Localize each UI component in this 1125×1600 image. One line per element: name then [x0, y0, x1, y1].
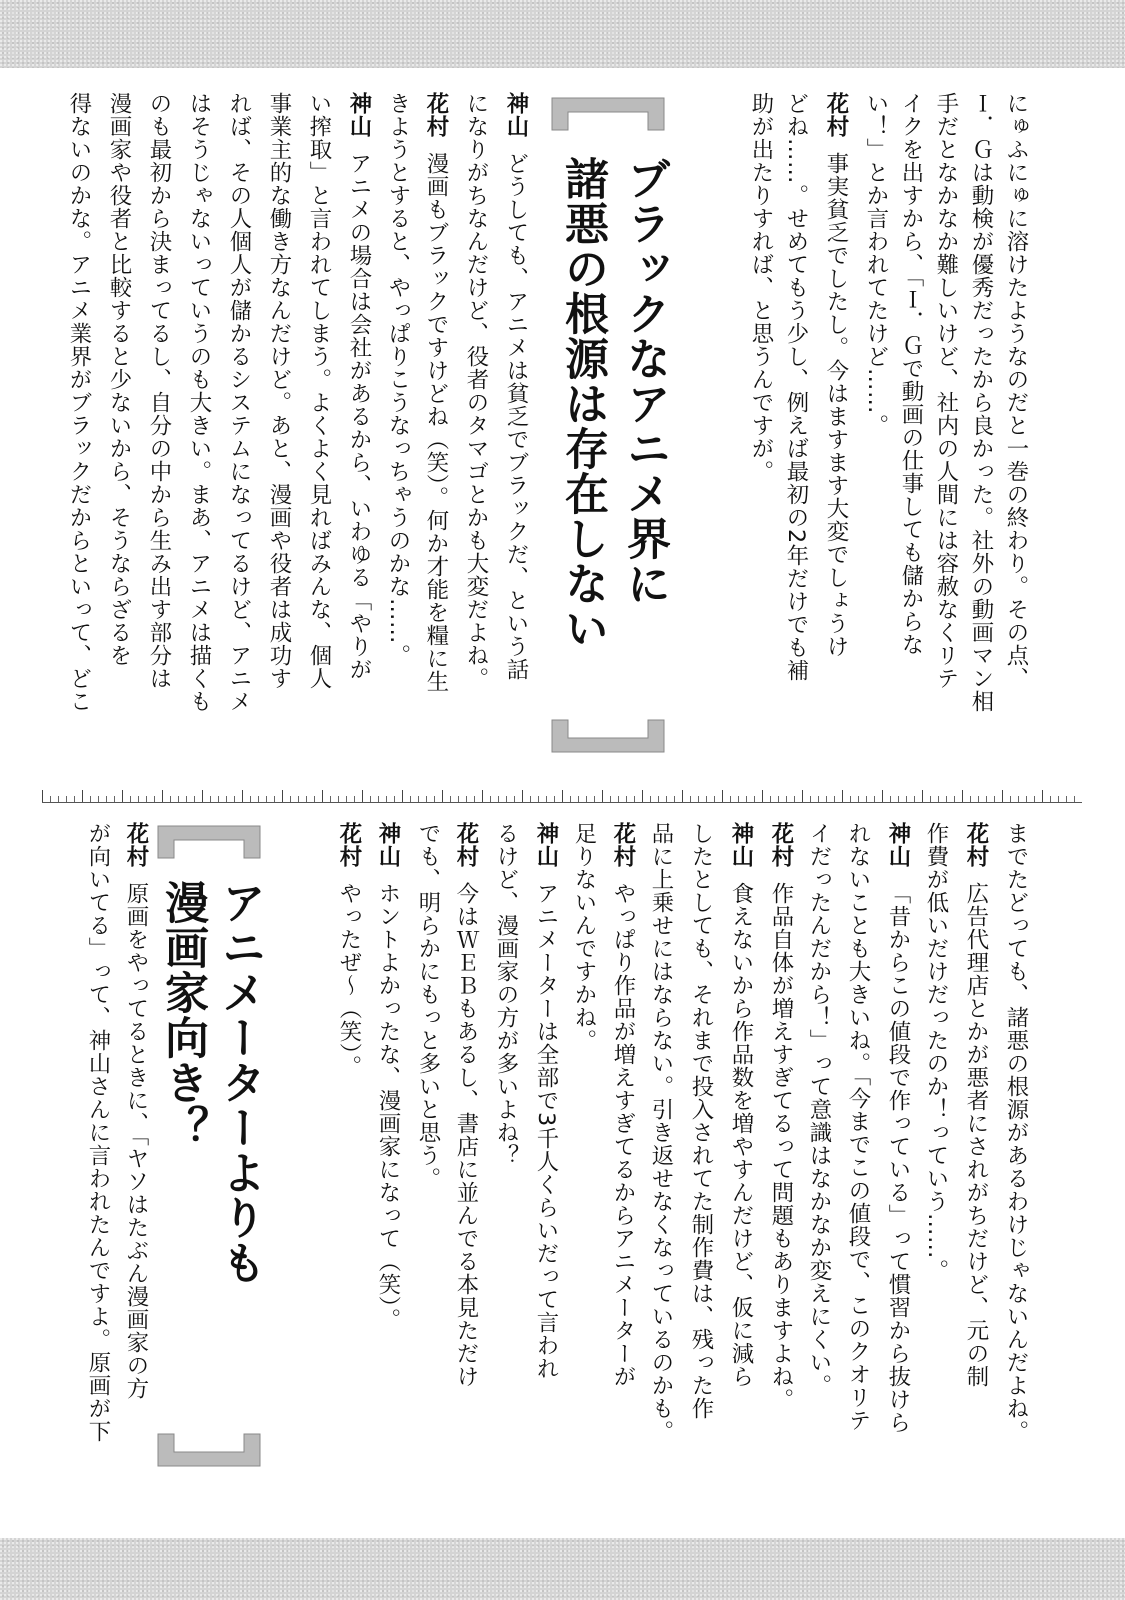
text-column — [882, 822, 913, 1434]
text-column — [568, 822, 599, 1052]
upper-heading-line-2: 諸悪の根源は存在しない — [557, 156, 608, 651]
text-column — [372, 822, 403, 1331]
column-text: 漫画もブラックですけどね（笑）。何か才能を糧に生 — [423, 152, 449, 693]
column-text: 今はＷＥＢもあるし、書店に並んでる本見ただけ — [453, 882, 479, 1388]
text-column — [765, 822, 796, 1411]
speaker-name: 神山 — [885, 822, 911, 868]
lower-heading-bracket-bottom — [154, 1430, 264, 1470]
text-column — [1000, 822, 1031, 1443]
column-text: 足りないんですかね。 — [571, 822, 597, 1052]
text-column — [860, 92, 891, 437]
column-text: れないことも大きいね。「今までこの値段で、このクオリテ — [845, 822, 871, 1432]
text-column — [607, 822, 638, 1388]
column-text: い搾取」と言われてしまう。よくよく見ればみんな、個人 — [306, 92, 332, 690]
text-column — [780, 92, 811, 682]
column-text: イだったんだから！」って意識はなかなか変えにくい。 — [806, 822, 832, 1397]
upper-heading-bracket-top — [548, 94, 668, 134]
lower-heading-line-2: 漫画家向き？ — [157, 880, 208, 1150]
column-text: 原画をやってるときに、「ヤソはたぶん漫画家の方 — [123, 882, 149, 1400]
column-text: ホントよかったな、漫画家になって（笑）。 — [375, 882, 401, 1331]
column-text: 「昔からこの値段で作っている」って慣習から抜けら — [885, 882, 911, 1434]
text-column — [303, 92, 334, 690]
upper-heading-line-1: ブラックなアニメ界に — [619, 156, 670, 606]
column-text: はそうじゃないっていうのも大きい。まあ、アニメは描くも — [186, 92, 212, 713]
text-column — [820, 92, 851, 658]
column-text: るけど、漫画家の方が多いよね？ — [493, 822, 519, 1167]
text-column — [450, 822, 481, 1388]
text-column — [645, 822, 676, 1443]
text-column — [803, 822, 834, 1397]
column-text: 作費が低いだけだったのか！っていう……。 — [923, 822, 949, 1282]
column-text: 手だとなかなか難しいけど、社内の人間には容赦なくリテ — [933, 92, 959, 690]
text-column — [343, 92, 374, 681]
column-text: アニメの場合は会社があるから、いわゆる「やりが — [346, 152, 372, 681]
column-text: したとしても、それまで投入されてた制作費は、残った作 — [688, 822, 714, 1420]
column-text: 食えないから作品数を増やすんだけど、仮に減ら — [728, 882, 754, 1388]
column-text: Ｉ．Ｇは動検が優秀だったから良かった。社外の動画マン相 — [968, 92, 994, 713]
text-column — [500, 92, 531, 681]
column-text: 品に上乗せにはならない。引き返せなくなっているのかも。 — [648, 822, 674, 1443]
column-text: イクを出すから、「Ｉ．Ｇで動画の仕事しても儲からな — [898, 92, 924, 656]
text-column — [263, 92, 294, 690]
column-text: までたどっても、諸悪の根源があるわけじゃないんだよね。 — [1003, 822, 1029, 1443]
lower-heading-bracket-top — [154, 822, 264, 862]
text-column — [420, 92, 451, 693]
column-text: のも最初から決まってるし、自分の中から生み出す部分は — [146, 92, 172, 690]
column-text: が向いてる」って、神山さんに言われたんですよ。原画が下 — [85, 822, 111, 1443]
text-column — [82, 822, 113, 1443]
text-column — [920, 822, 951, 1282]
text-column — [103, 92, 134, 667]
column-text: 漫画家や役者と比較すると少ないから、そうならざるを — [106, 92, 132, 667]
bottom-screentone-band — [0, 1538, 1125, 1600]
text-column — [960, 822, 991, 1388]
text-column — [460, 92, 491, 690]
text-column — [382, 92, 413, 667]
text-column — [965, 92, 996, 713]
column-text: 事業主的な働き方なんだけど。あと、漫画や役者は成功す — [266, 92, 292, 690]
column-text: 広告代理店とかが悪者にされがちだけど、元の制 — [963, 882, 989, 1388]
text-column — [685, 822, 716, 1420]
speaker-name: 花村 — [423, 92, 449, 138]
text-column — [63, 92, 94, 713]
text-column — [745, 92, 776, 483]
text-column — [223, 92, 254, 713]
speaker-name: 花村 — [823, 92, 849, 138]
speaker-name: 花村 — [123, 822, 149, 868]
text-column — [412, 822, 443, 1190]
speaker-name: 花村 — [453, 822, 479, 868]
speaker-name: 神山 — [346, 92, 372, 138]
column-text: 作品自体が増えすぎてるって問題もありますよね。 — [768, 882, 794, 1411]
section-divider-ruler — [42, 788, 1082, 803]
speaker-name: 花村 — [336, 822, 362, 868]
column-text: どね……。せめてもう少し、例えば最初の2年だけでも補 — [783, 92, 809, 682]
lower-heading-line-1: アニメーターよりも — [214, 880, 265, 1285]
text-column — [333, 822, 364, 1078]
text-column — [930, 92, 961, 690]
column-text: にゅふにゅに溶けたようなのだと一巻の終わり。その点、 — [1003, 92, 1029, 690]
column-text: きようとすると、やっぱりこうなっちゃうのかな……。 — [385, 92, 411, 667]
speaker-name: 花村 — [768, 822, 794, 868]
text-column — [143, 92, 174, 690]
upper-heading-bracket-bottom — [548, 716, 668, 756]
column-text: でも、明らかにもっと多いと思う。 — [415, 822, 441, 1190]
text-column — [490, 822, 521, 1167]
column-text: アニメーターは全部で3千人くらいだって言われ — [533, 882, 559, 1380]
text-column — [895, 92, 926, 656]
speaker-name: 花村 — [610, 822, 636, 868]
column-text: どうしても、アニメは貧乏でブラックだ、という話 — [503, 152, 529, 681]
speaker-name: 神山 — [728, 822, 754, 868]
speaker-name: 花村 — [963, 822, 989, 868]
column-text: 得ないのかな。アニメ業界がブラックだからといって、どこ — [66, 92, 92, 713]
top-screentone-band — [0, 0, 1125, 68]
column-text: やったぜ～（笑）。 — [336, 882, 362, 1078]
speaker-name: 神山 — [503, 92, 529, 138]
speaker-name: 神山 — [375, 822, 401, 868]
column-text: 助が出たりすれば、と思うんですが。 — [748, 92, 774, 483]
text-column — [842, 822, 873, 1432]
column-text: やっぱり作品が増えすぎてるからアニメーターが — [610, 882, 636, 1388]
column-text: れば、その人個人が儲かるシステムになってるけど、アニメ — [226, 92, 252, 713]
text-column — [530, 822, 561, 1380]
column-text: い！」とか言われてたけど……。 — [863, 92, 889, 437]
text-column — [183, 92, 214, 713]
text-column — [120, 822, 151, 1400]
speaker-name: 神山 — [533, 822, 559, 868]
column-text: 事実貧乏でしたし。今はますます大変でしょうけ — [823, 152, 849, 658]
text-column — [725, 822, 756, 1388]
text-column — [1000, 92, 1031, 690]
column-text: になりがちなんだけど、役者のタマゴとかも大変だよね。 — [463, 92, 489, 690]
